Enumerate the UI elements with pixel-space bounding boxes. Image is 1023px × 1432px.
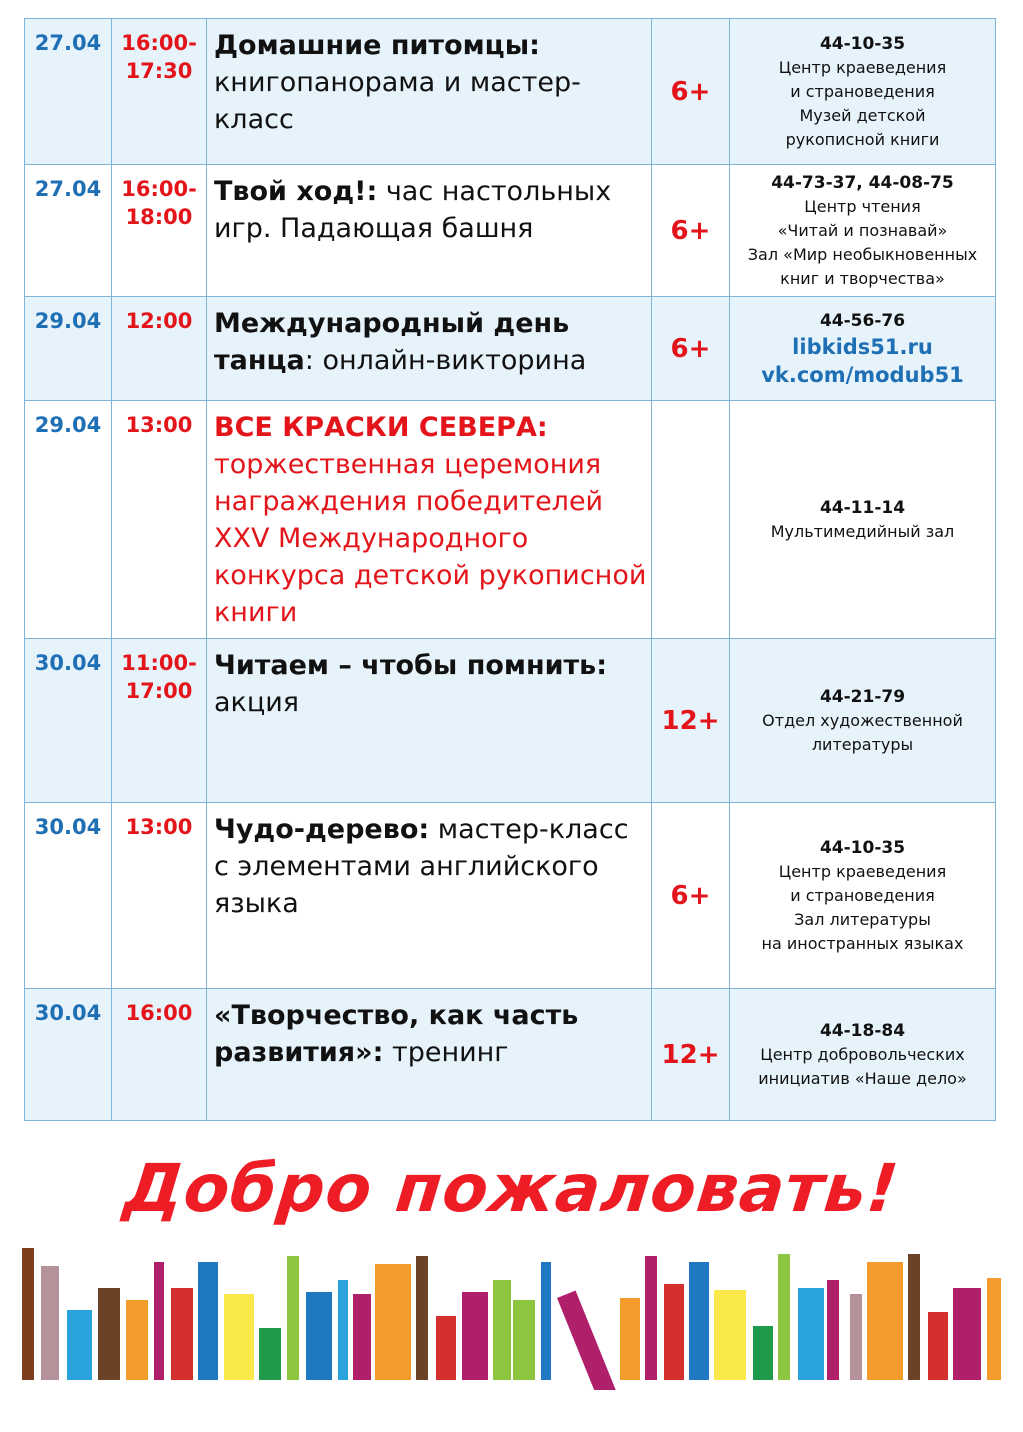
venue-line: Центр добровольческих — [760, 1044, 965, 1064]
venue-line: Мультимедийный зал — [770, 521, 955, 541]
book-spine — [375, 1264, 411, 1380]
book-spine — [154, 1262, 164, 1380]
event-row — [25, 19, 996, 165]
event-title: Домашние питомцы: книгопанорама и мастер-класс — [214, 30, 581, 135]
book-spine — [513, 1300, 535, 1380]
book-spine — [928, 1312, 948, 1380]
event-time: 13:00 — [125, 413, 193, 437]
event-title: Читаем – чтобы помнить: акция — [214, 650, 608, 718]
event-time: 16:00- 17:30 — [121, 31, 197, 83]
book-spine — [714, 1290, 746, 1380]
book-spine — [416, 1256, 428, 1380]
book-spine — [987, 1278, 1001, 1380]
age-rating: 12+ — [661, 705, 720, 736]
event-contact — [730, 401, 996, 639]
event-contact — [730, 297, 996, 401]
book-spine — [850, 1294, 862, 1380]
event-date: 29.04 — [34, 309, 102, 333]
venue-line: Зал «Мир необыкновенных — [747, 244, 978, 264]
venue-line: Центр краеведения — [778, 57, 947, 77]
venue-line: на иностранных языках — [761, 933, 964, 953]
phone-number: 44-10-35 — [819, 837, 906, 858]
event-date: 30.04 — [34, 1001, 102, 1025]
website-link[interactable]: libkids51.ru — [792, 334, 933, 359]
book-spine — [541, 1262, 551, 1380]
event-title: Твой ход!: час настольных игр. Падающая башня — [214, 176, 612, 244]
event-time: 16:00 — [125, 1001, 193, 1025]
book-spine — [353, 1294, 371, 1380]
book-spine — [198, 1262, 218, 1380]
event-row — [25, 989, 996, 1121]
event-contact — [730, 165, 996, 297]
phone-number: 44-10-35 — [819, 33, 906, 54]
age-rating: 6+ — [670, 215, 711, 246]
events-table — [24, 18, 996, 1121]
book-spine — [67, 1310, 92, 1380]
event-date: 30.04 — [34, 815, 102, 839]
phone-number: 44-18-84 — [819, 1020, 906, 1041]
event-contact — [730, 989, 996, 1121]
phone-number: 44-21-79 — [819, 686, 906, 707]
event-title: Чудо-дерево: мастер-класс с элементами английского языка — [214, 814, 629, 919]
welcome-banner: Добро пожаловать! — [120, 1150, 903, 1227]
book-spine — [953, 1288, 981, 1380]
book-spine — [620, 1298, 640, 1380]
venue-line: и страноведения — [790, 81, 935, 101]
book-spine — [98, 1288, 120, 1380]
venue-line: книг и творчества» — [780, 268, 945, 288]
venue-line: «Читай и познавай» — [777, 220, 948, 240]
venue-line: литературы — [811, 734, 914, 754]
vk-link[interactable]: vk.com/modub51 — [761, 362, 964, 387]
book-spine — [126, 1300, 148, 1380]
event-time: 13:00 — [125, 815, 193, 839]
book-spine — [259, 1328, 281, 1380]
book-spine — [778, 1254, 790, 1380]
event-title: ВСЕ КРАСКИ СЕВЕРА: торжественная церемония награждения победителей XXV Международного конкурса детской рукописной книги — [214, 412, 647, 628]
age-rating: 12+ — [661, 1039, 720, 1070]
venue-line: рукописной книги — [785, 129, 940, 149]
books-illustration — [0, 1240, 1023, 1390]
event-row — [25, 401, 996, 639]
book-spine — [908, 1254, 920, 1380]
book-spine — [436, 1316, 456, 1380]
event-time: 16:00- 18:00 — [121, 177, 197, 229]
book-spine — [493, 1280, 511, 1380]
event-row — [25, 165, 996, 297]
book-spine — [287, 1256, 299, 1380]
venue-line: Центр краеведения — [778, 861, 947, 881]
venue-line: инициатив «Наше дело» — [758, 1068, 967, 1088]
age-rating: 6+ — [670, 333, 711, 364]
book-spine — [224, 1294, 254, 1380]
event-title: Международный день танца: онлайн-викторина — [214, 308, 587, 376]
book-spine — [798, 1288, 824, 1380]
book-spine — [462, 1292, 488, 1380]
event-date: 30.04 — [34, 651, 102, 675]
event-contact — [730, 19, 996, 165]
leaning-book — [557, 1291, 626, 1390]
book-spine — [41, 1266, 59, 1380]
book-spine — [306, 1292, 332, 1380]
event-date: 27.04 — [34, 177, 102, 201]
event-date: 27.04 — [34, 31, 102, 55]
phone-number: 44-73-37, 44-08-75 — [771, 172, 954, 193]
event-contact — [730, 803, 996, 989]
phone-number: 44-56-76 — [819, 310, 906, 331]
event-date: 29.04 — [34, 413, 102, 437]
venue-line: Центр чтения — [804, 196, 921, 216]
age-rating: 6+ — [670, 76, 711, 107]
venue-line: Музей детской — [799, 105, 926, 125]
venue-line: Зал литературы — [794, 909, 931, 929]
book-spine — [867, 1262, 903, 1380]
book-spine — [22, 1248, 34, 1380]
event-title: «Творчество, как часть развития»: тренинг — [214, 1000, 579, 1068]
book-spine — [338, 1280, 348, 1380]
age-rating: 6+ — [670, 880, 711, 911]
event-row — [25, 297, 996, 401]
event-contact — [730, 639, 996, 803]
phone-number: 44-11-14 — [819, 497, 906, 518]
venue-line: Отдел художественной — [762, 710, 963, 730]
event-row — [25, 639, 996, 803]
book-spine — [664, 1284, 684, 1380]
event-time: 12:00 — [125, 309, 193, 333]
book-spine — [753, 1326, 773, 1380]
book-spine — [827, 1280, 839, 1380]
book-spine — [689, 1262, 709, 1380]
book-spine — [645, 1256, 657, 1380]
venue-line: и страноведения — [790, 885, 935, 905]
event-row — [25, 803, 996, 989]
event-time: 11:00- 17:00 — [121, 651, 197, 703]
book-spine — [171, 1288, 193, 1380]
